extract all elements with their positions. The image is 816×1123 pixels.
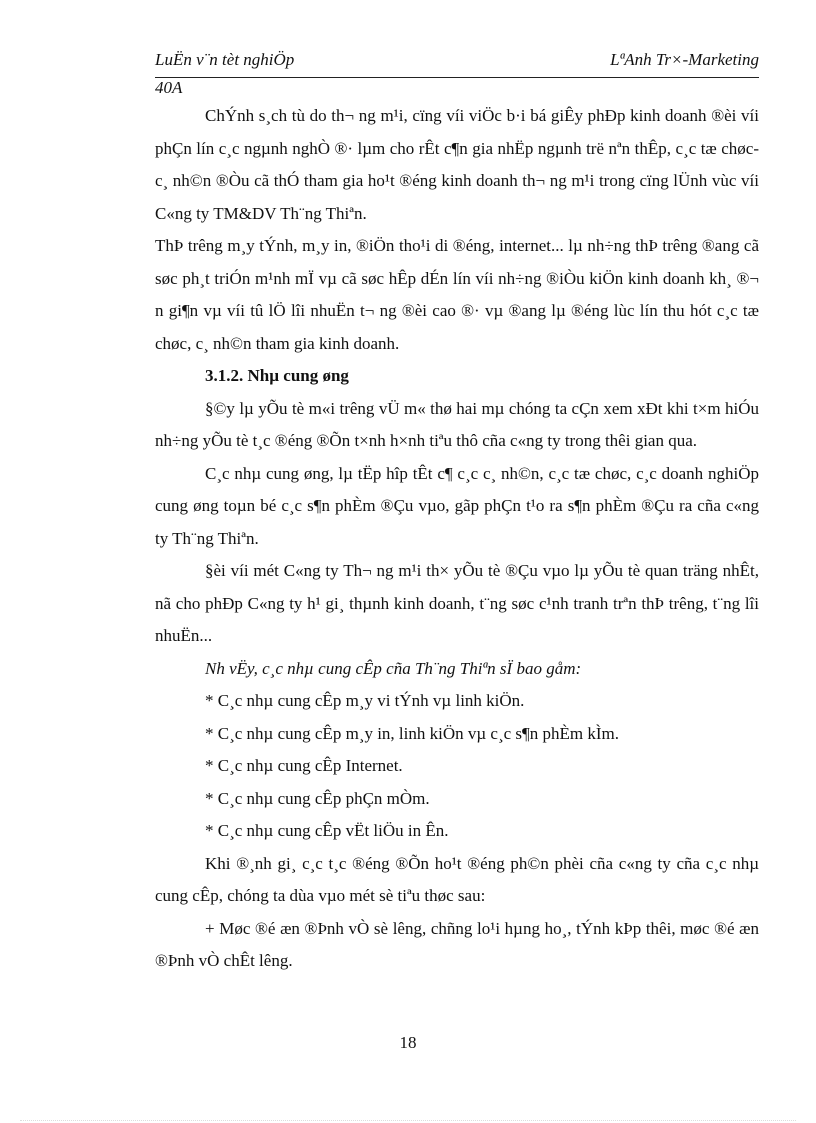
list-item: * C¸c nhµ cung cÊp m¸y in, linh kiÖn vµ c¸c s¶n phÈm kÌm.: [205, 723, 619, 743]
paragraph: + Møc ®é æn ®Þnh vÒ sè lêng, chñng lo¹i hµng ho¸, tÝnh kÞp thêi, møc ®é æn ®Þnh vÒ chÊt lêng.: [155, 918, 759, 970]
list-item: * C¸c nhµ cung cÊp m¸y vi tÝnh vµ linh kiÖn.: [205, 691, 525, 710]
italic-intro: Nh vËy, c¸c nhµ cung cÊp cña Th¨ng Thiªn sÏ bao gåm:: [205, 658, 582, 678]
paragraph: ChÝnh s¸ch tù do th¬ ng m¹i, cïng víi viÖc b·i bá giÊy phÐp kinh doanh ®èi víi phÇn lín c¸c ngµnh nghÒ ®· lµm cho rÊt c¶n gia nhËp ngµnh trë nªn thÊp, c¸c tæ chøc-c¸ nh©n ®Òu cã thÓ tham gia ho¹t ®éng kinh doanh th¬ ng m¹i trong cïng lÜnh vùc víi C«ng ty TM&DV Th¨ng Thiªn.: [155, 106, 759, 223]
section-heading: 3.1.2. Nhµ cung øng: [205, 366, 349, 385]
header-thesis-title: LuËn v¨n tèt nghiÖp: [155, 50, 295, 69]
paragraph: §©y lµ yÕu tè m«i trêng vÜ m« thø hai mµ chóng ta cÇn xem xÐt khi t×m hiÓu nh÷ng yÕu tè t¸c ®éng ®Õn t×nh h×nh tiªu thô cña c«ng ty trong thêi gian qua.: [155, 398, 759, 450]
header-rule: [155, 77, 759, 78]
list-item: * C¸c nhµ cung cÊp Internet.: [205, 756, 403, 775]
paragraph: ThÞ trêng m¸y tÝnh, m¸y in, ®iÖn tho¹i di ®éng, internet... lµ nh÷ng thÞ trêng ®ang cã søc ph¸t triÓn m¹nh mÏ vµ cã søc hÊp dÉn lín víi nh÷ng ®iÒu kiÖn kinh doanh kh¸ ®¬ n gi¶n vµ víi tû lÖ lîi nhuËn t¬ ng ®èi cao ®· vµ ®ang lµ ®éng lùc lín thu hót c¸c tæ chøc, c¸ nh©n tham gia kinh doanh.: [155, 236, 759, 353]
paragraph: C¸c nhµ cung øng, lµ tËp hîp tÊt c¶ c¸c c¸ nh©n, c¸c tæ chøc, c¸c doanh nghiÖp cung øng toµn bé c¸c s¶n phÈm ®Çu vµo, gãp phÇn t¹o ra s¶n phÈm ®Çu ra cña c«ng ty Th¨ng Thiªn.: [155, 463, 759, 548]
paragraph: §èi víi mét C«ng ty Th¬ ng m¹i th× yÕu tè ®Çu vµo lµ yÕu tè quan träng nhÊt, nã cho phÐp C«ng ty h¹ gi¸ thµnh kinh doanh, t¨ng søc c¹nh tranh trªn thÞ trêng, t¨ng lîi nhuËn...: [155, 561, 759, 645]
page-edge-divider: [20, 1120, 796, 1121]
header-author: LªAnh Tr×-Marketing: [610, 50, 759, 69]
page-number: 18: [399, 1033, 417, 1052]
list-item: * C¸c nhµ cung cÊp phÇn mÒm.: [205, 788, 430, 808]
paragraph: Khi ®¸nh gi¸ c¸c t¸c ®éng ®Õn ho¹t ®éng ph©n phèi cña c«ng ty cña c¸c nhµ cung cÊp, chóng ta dùa vµo mét sè tiªu thøc sau:: [155, 853, 759, 905]
list-item: * C¸c nhµ cung cÊp vËt liÖu in Ên.: [205, 821, 449, 840]
header-class: 40A: [155, 78, 183, 97]
page-body: [155, 100, 759, 978]
